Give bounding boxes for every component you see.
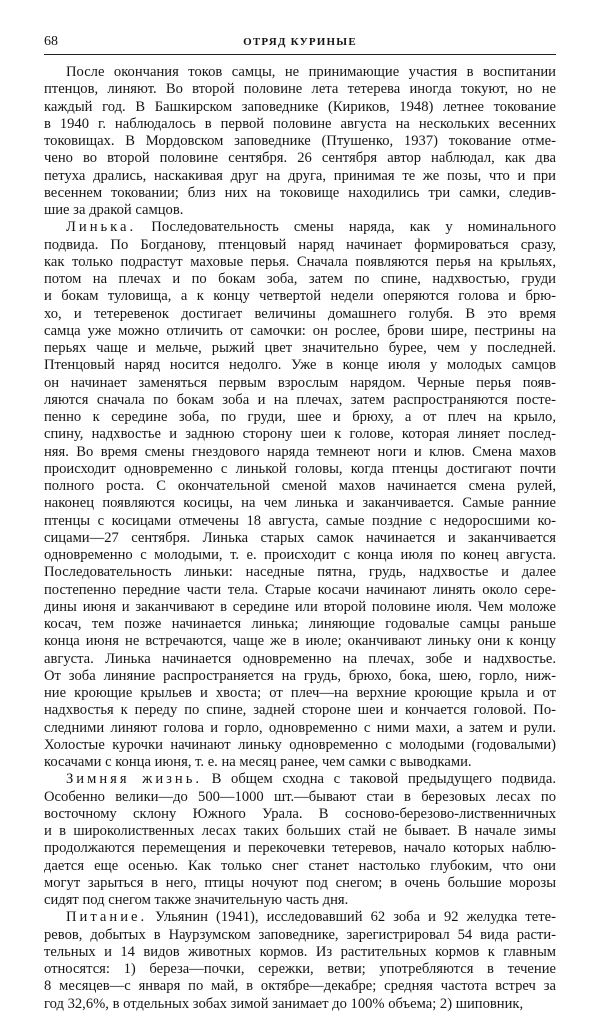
text-line bbox=[44, 616, 556, 633]
line-text: спину, надхвостье и заднюю сторону шеи к голове, которая линяет послед- bbox=[44, 426, 556, 443]
paragraph bbox=[44, 909, 556, 1013]
line-text: 8 месяцев—с января по май, в октябре—декабре; средняя частота встреч за bbox=[44, 978, 556, 995]
line-text: дины июня и заканчивают в середине или второй половине июля. Чем моложе bbox=[44, 598, 556, 615]
text-line bbox=[44, 530, 556, 547]
line-text: птенцов, линяют. Во второй половине лета тетерева иногда токуют, но не bbox=[44, 81, 556, 98]
text-line bbox=[44, 81, 556, 98]
text-line bbox=[44, 806, 556, 823]
text-line bbox=[44, 840, 556, 857]
line-text: могут зарыться в него, птицы ночуют под снегом; в очень большие морозы bbox=[44, 874, 556, 891]
line-text: Холостые курочки начинают линьку одновременно с молодыми (годовалыми) bbox=[44, 736, 556, 753]
text-line bbox=[44, 64, 556, 81]
text-line bbox=[44, 219, 556, 236]
line-text: августа. Линька начинается одновременно на плечах, зобе и надхвостье. bbox=[44, 650, 556, 667]
line-text: происходит одновременно с линькой головы, когда птенцы достигают почти bbox=[44, 460, 556, 477]
line-text: полного роста. С окончательной сменой махов начинается смена рулей, bbox=[44, 478, 556, 494]
line-text: наконец появляются косицы, на чем линька и заканчивается. Самые ранние bbox=[44, 495, 556, 512]
line-text: и бокам туловища, а к концу четвертой недели оперяются голова и брю- bbox=[44, 288, 556, 305]
line-text: как только подрастут маховые перья. Сначала появляются перья на крыльях, bbox=[44, 253, 556, 270]
text-line bbox=[44, 547, 556, 564]
text-line bbox=[44, 599, 556, 616]
line-text: Ульянин (1941), исследовавший 62 зоба и 92 желудка тете- bbox=[147, 909, 556, 926]
text-line bbox=[44, 426, 556, 443]
text-line bbox=[44, 892, 556, 909]
text-line bbox=[44, 409, 556, 426]
text-line bbox=[44, 978, 556, 995]
text-line bbox=[44, 150, 556, 167]
text-line bbox=[44, 633, 556, 650]
section-heading: Зимняя жизнь. bbox=[66, 771, 203, 788]
text-line bbox=[44, 909, 556, 926]
line-text: сидят под снегом также значительную часть дня. bbox=[44, 892, 349, 908]
text-line bbox=[44, 168, 556, 185]
text-line bbox=[44, 875, 556, 892]
text-line bbox=[44, 685, 556, 702]
line-text: в 1940 г. наблюдалось в первой половине августа на нескольких весенних bbox=[44, 115, 556, 132]
line-text: весеннем токовании; близ них на токовище находились три самки, следив- bbox=[44, 184, 556, 201]
line-text: петуха дрались, наскакивая друг на друга, принимая те же позы, что и при bbox=[44, 167, 556, 184]
text-line bbox=[44, 754, 556, 771]
text-line bbox=[44, 858, 556, 875]
text-line bbox=[44, 99, 556, 116]
paragraph bbox=[44, 64, 556, 219]
text-line bbox=[44, 375, 556, 392]
line-text: хо, и тетеревенок достигает величины домашнего голубя. В это время bbox=[44, 305, 556, 322]
line-text: ние кроющие крыльев и хвоста; от плеч—на верхние кроющие крыла и от bbox=[44, 685, 556, 701]
text-line bbox=[44, 392, 556, 409]
line-text: дается еще осенью. Как только снег станет настолько глубоким, что они bbox=[44, 857, 556, 874]
text-line bbox=[44, 789, 556, 806]
line-text: ляются сначала по бокам зоба и на плечах, затем распространяются посте- bbox=[44, 391, 556, 408]
body-text bbox=[44, 64, 556, 1013]
text-line bbox=[44, 478, 556, 495]
text-line bbox=[44, 133, 556, 150]
line-text: каждый год. В Башкирском заповеднике (Кириков, 1948) летнее токование bbox=[44, 98, 556, 115]
text-line bbox=[44, 564, 556, 581]
text-line bbox=[44, 237, 556, 254]
line-text: одновременно с молодыми, т. е. происходит с конца июля по конец августа. bbox=[44, 547, 556, 563]
line-text: перьях чаще и мельче, рыжий цвет значительно бурее, чем у последней. bbox=[44, 340, 556, 356]
line-text: чено во второй половине сентября. 26 сентября автор наблюдал, как два bbox=[44, 150, 556, 167]
running-title: ОТРЯД КУРИНЫЕ bbox=[243, 36, 357, 48]
text-line bbox=[44, 582, 556, 599]
text-line bbox=[44, 927, 556, 944]
text-line bbox=[44, 323, 556, 340]
text-line bbox=[44, 202, 556, 219]
text-line bbox=[44, 461, 556, 478]
text-line bbox=[44, 495, 556, 512]
text-line bbox=[44, 961, 556, 978]
line-text: косачами с конца июня, т. е. на месяц ранее, чем самки с выводками. bbox=[44, 754, 472, 770]
line-text: потом на плечах и по бокам зоба, затем по спине, надхвостью, груди bbox=[44, 271, 556, 287]
text-line bbox=[44, 996, 556, 1013]
text-line bbox=[44, 116, 556, 133]
line-text: пенно к середине зоба, по груди, шее и брюху, а от плеч на крыло, bbox=[44, 409, 556, 425]
text-line bbox=[44, 651, 556, 668]
line-text: надхвостья к переду по спине, задней стороне шеи и кончается головой. По- bbox=[44, 702, 556, 719]
text-line bbox=[44, 306, 556, 323]
text-line bbox=[44, 254, 556, 271]
page-number: 68 bbox=[44, 34, 58, 49]
line-text: От зоба линяние распространяется на грудь, брюхо, бока, шею, горло, ниж- bbox=[44, 667, 556, 684]
text-line bbox=[44, 702, 556, 719]
text-line bbox=[44, 288, 556, 305]
text-line bbox=[44, 771, 556, 788]
line-text: В общем сходна с таковой предыдущего подвида. bbox=[202, 771, 556, 788]
text-line bbox=[44, 271, 556, 288]
text-line bbox=[44, 944, 556, 961]
line-text: Последовательность линьки: наседные пятна, грудь, надхвостье и далее bbox=[44, 564, 556, 581]
line-text: птенцы с косицами отмечены 18 августа, самые поздние с недоросшими ко- bbox=[44, 512, 556, 529]
line-text: он начинает заменяться первым взрослым нарядом. Черные перья появ- bbox=[44, 374, 556, 391]
text-line bbox=[44, 737, 556, 754]
text-line bbox=[44, 444, 556, 461]
section-heading: Питание. bbox=[66, 909, 148, 926]
line-text: ревов, добытых в Наурзумском заповеднике, зарегистрировал 54 вида расти- bbox=[44, 926, 556, 943]
text-line bbox=[44, 720, 556, 737]
line-text: продолжаются перемещения и перекочевки тетеревов, начало которых наблю- bbox=[44, 840, 556, 857]
line-text: год 32,6%, в отдельных зобах зимой занимает до 100% объема; 2) шиповник, bbox=[44, 995, 524, 1012]
text-line bbox=[44, 357, 556, 374]
page-header bbox=[44, 34, 556, 55]
line-text: восточному склону Южного Урала. В сосново-березово-лиственничных bbox=[44, 805, 556, 822]
text-line bbox=[44, 340, 556, 357]
line-text: няя. Во время смены гнездового наряда темнеют ноги и клюв. Смена махов bbox=[44, 443, 556, 460]
line-text: постепенно передние части тела. Старые косачи начинают линять около серe- bbox=[44, 581, 556, 598]
line-text: Последовательность смены наряда, как у номинального bbox=[136, 219, 556, 236]
text-line bbox=[44, 185, 556, 202]
line-text: и в широколиственных лесах таких больших стай не бывает. В начале зимы bbox=[44, 823, 556, 839]
section-heading: Линька. bbox=[66, 219, 137, 236]
line-text: шие за дракой самцов. bbox=[44, 202, 184, 218]
paragraph bbox=[44, 219, 556, 771]
text-line bbox=[44, 668, 556, 685]
line-text: самца уже можно отличить от самочки: он рослее, брови шире, пестрины на bbox=[44, 322, 556, 339]
line-text: подвида. По Богданову, птенцовый наряд начинает формироваться сразу, bbox=[44, 236, 556, 253]
line-text: тельных и 14 видов животных кормов. Из растительных кормов к главным bbox=[44, 943, 556, 960]
line-text: косач, тем позже начинается линька; линяющие годовалые самцы раньше bbox=[44, 616, 556, 632]
line-text: сицами—27 сентября. Линька старых самок начинается и заканчивается bbox=[44, 529, 556, 546]
text-line bbox=[44, 513, 556, 530]
text-line bbox=[44, 823, 556, 840]
line-text: Особенно велики—до 500—1000 шт.—бывают стаи в березовых лесах по bbox=[44, 788, 556, 805]
line-text: токовищах. В Мордовском заповеднике (Птушенко, 1937) токование отме- bbox=[44, 133, 556, 149]
paragraph bbox=[44, 771, 556, 909]
line-text: конца июня не встречаются, чаще же в июле; оканчивают линьку они к концу bbox=[44, 633, 556, 650]
line-text: относятся: 1) береза—почки, сережки, ветви; употребляются в течение bbox=[44, 961, 556, 977]
line-text: После окончания токов самцы, не принимающие участия в воспитании bbox=[66, 64, 556, 80]
line-text: следними линяют голова и горло, одновременно с ними махи, а затем и рули. bbox=[44, 719, 556, 736]
line-text: Птенцовый наряд носится недолго. Уже в конце июля у молодых самцов bbox=[44, 357, 556, 374]
